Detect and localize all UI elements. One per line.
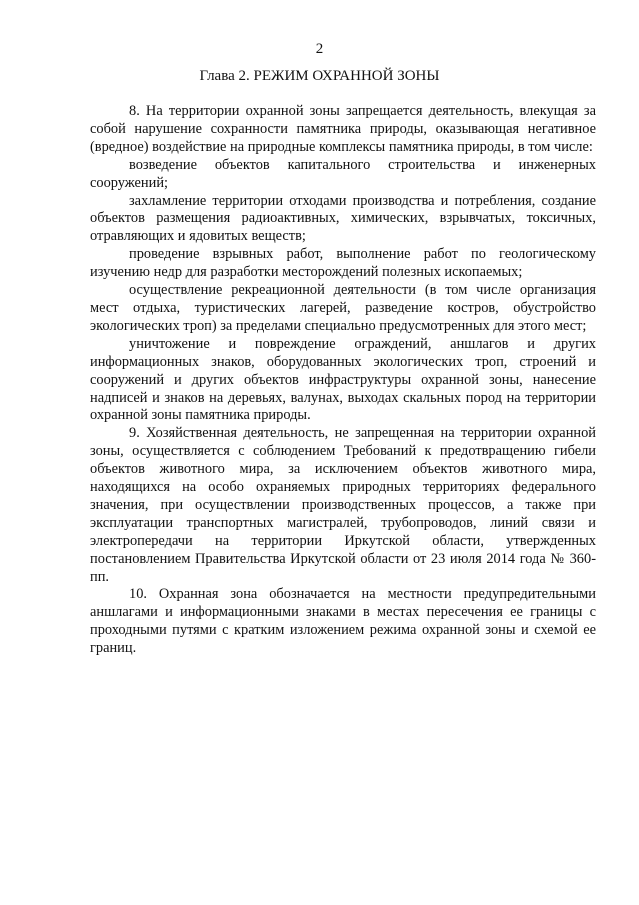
list-item-recreation: осуществление рекреационной деятельности (в том числе организация мест отдыха, туристических лагерей, разведение костров, обустройство экологических троп) за пределами специально предусмотренных для этого мест; xyxy=(90,282,596,334)
list-item-destruction: уничтожение и повреждение ограждений, аншлагов и других информационных знаков, оборудованных экологических троп, строений и сооружений и других объектов инфраструктуры охранной зоны, нанесение надписей и знаков на деревьях, валунах, выходах скальных пород на территории охранной зоны памятника природы. xyxy=(90,335,596,424)
body-text xyxy=(90,103,596,658)
list-item-blasting: проведение взрывных работ, выполнение работ по геологическому изучению недр для разработки месторождений полезных ископаемых; xyxy=(90,246,596,281)
paragraph-10: 10. Охранная зона обозначается на местности предупредительными аншлагами и информационными знаками в местах пересечения ее границы с проходными путями с кратким изложением режима охранной зоны и схемой ее границ. xyxy=(90,586,596,657)
paragraph-9: 9. Хозяйственная деятельность, не запрещенная на территории охранной зоны, осуществляется с соблюдением Требований к предотвращению гибели объектов животного мира, за исключением объектов животного мира, находящихся на особо охраняемых природных территориях федерального значения, при осуществлении производственных процессов, а также при эксплуатации транспортных магистралей, трубопроводов, линий связи и электропередачи на территории Иркутской области, утвержденных постановлением Правительства Иркутской области от 23 июля 2014 года № 360-пп. xyxy=(90,425,596,585)
list-item-waste: захламление территории отходами производства и потребления, создание объектов размещения радиоактивных, химических, взрывчатых, токсичных, отравляющих и ядовитых веществ; xyxy=(90,192,596,245)
list-item-construction: возведение объектов капитального строительства и инженерных сооружений; xyxy=(90,156,596,191)
page-number: 2 xyxy=(315,41,324,57)
paragraph-8: 8. На территории охранной зоны запрещается деятельность, влекущая за собой нарушение сохранности памятника природы, оказывающая негативное (вредное) воздействие на природные комплексы памятника природы, в том числе: xyxy=(90,103,596,155)
chapter-title: Глава 2. РЕЖИМ ОХРАННОЙ ЗОНЫ xyxy=(199,68,440,84)
